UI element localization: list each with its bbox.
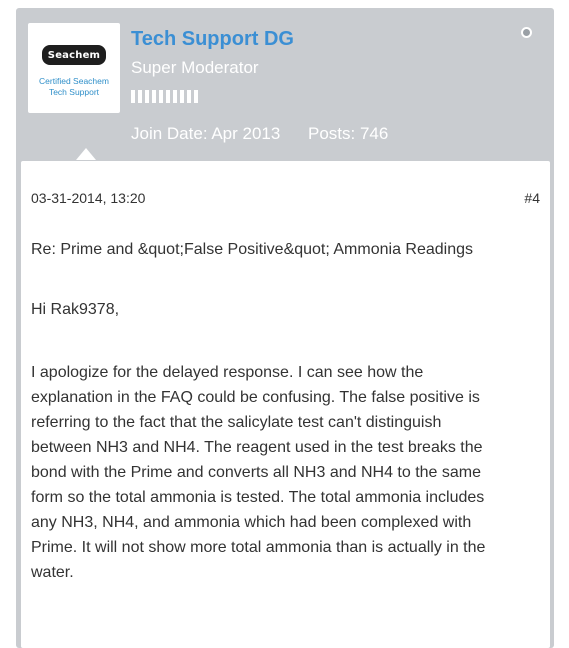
message-line: any NH3, NH4, and ammonia which had been complexed with: [31, 514, 472, 531]
seachem-logo: [42, 45, 106, 65]
message-line: Prime. It will not show more total ammonia than is actually in the: [31, 539, 486, 556]
user-role: Super Moderator: [131, 58, 259, 77]
rank-bar: [159, 90, 163, 103]
speech-pointer-icon: [76, 148, 96, 160]
post-container: [16, 8, 554, 648]
post-count: Posts: 746: [308, 124, 389, 143]
message-line: between NH3 and NH4. The reagent used in the test breaks the: [31, 439, 483, 456]
message-line: bond with the Prime and converts all NH3 and NH4 to the same: [31, 464, 482, 481]
rank-bar: [138, 90, 142, 103]
message-line: explanation in the FAQ could be confusing. The false positive is: [31, 389, 480, 406]
rank-bar: [152, 90, 156, 103]
rank-bar: [166, 90, 170, 103]
rank-bar: [173, 90, 177, 103]
join-date: Join Date: Apr 2013: [131, 124, 281, 143]
rank-bar: [194, 90, 198, 103]
rank-bar: [187, 90, 191, 103]
avatar[interactable]: [28, 23, 120, 113]
post-greeting: Hi Rak9378,: [31, 301, 120, 318]
message-line: I apologize for the delayed response. I can see how the: [31, 364, 424, 381]
username-link[interactable]: Tech Support DG: [131, 28, 294, 50]
caption-line: Tech Support: [48, 87, 100, 97]
message-line: form so the total ammonia is tested. The total ammonia includes: [31, 489, 485, 506]
message-line: water.: [31, 564, 74, 581]
message-line: referring to the fact that the salicylate test can't distinguish: [31, 414, 442, 431]
offline-status-icon: [521, 27, 532, 38]
rank-bar: [145, 90, 149, 103]
post-message: [31, 360, 541, 585]
rank-bar: [180, 90, 184, 103]
rank-bar: [131, 90, 135, 103]
caption-line: Certified Seachem: [39, 76, 109, 86]
post-body-card: [21, 161, 550, 648]
post-subject: Re: Prime and &quot;False Positive&quot; Ammonia Readings: [31, 241, 474, 258]
post-number-link[interactable]: #4: [524, 190, 540, 206]
certification-caption: [28, 76, 120, 98]
logo-text: Seachem: [47, 49, 101, 61]
rank-bars: [131, 90, 198, 103]
post-timestamp: 03-31-2014, 13:20: [31, 190, 146, 206]
